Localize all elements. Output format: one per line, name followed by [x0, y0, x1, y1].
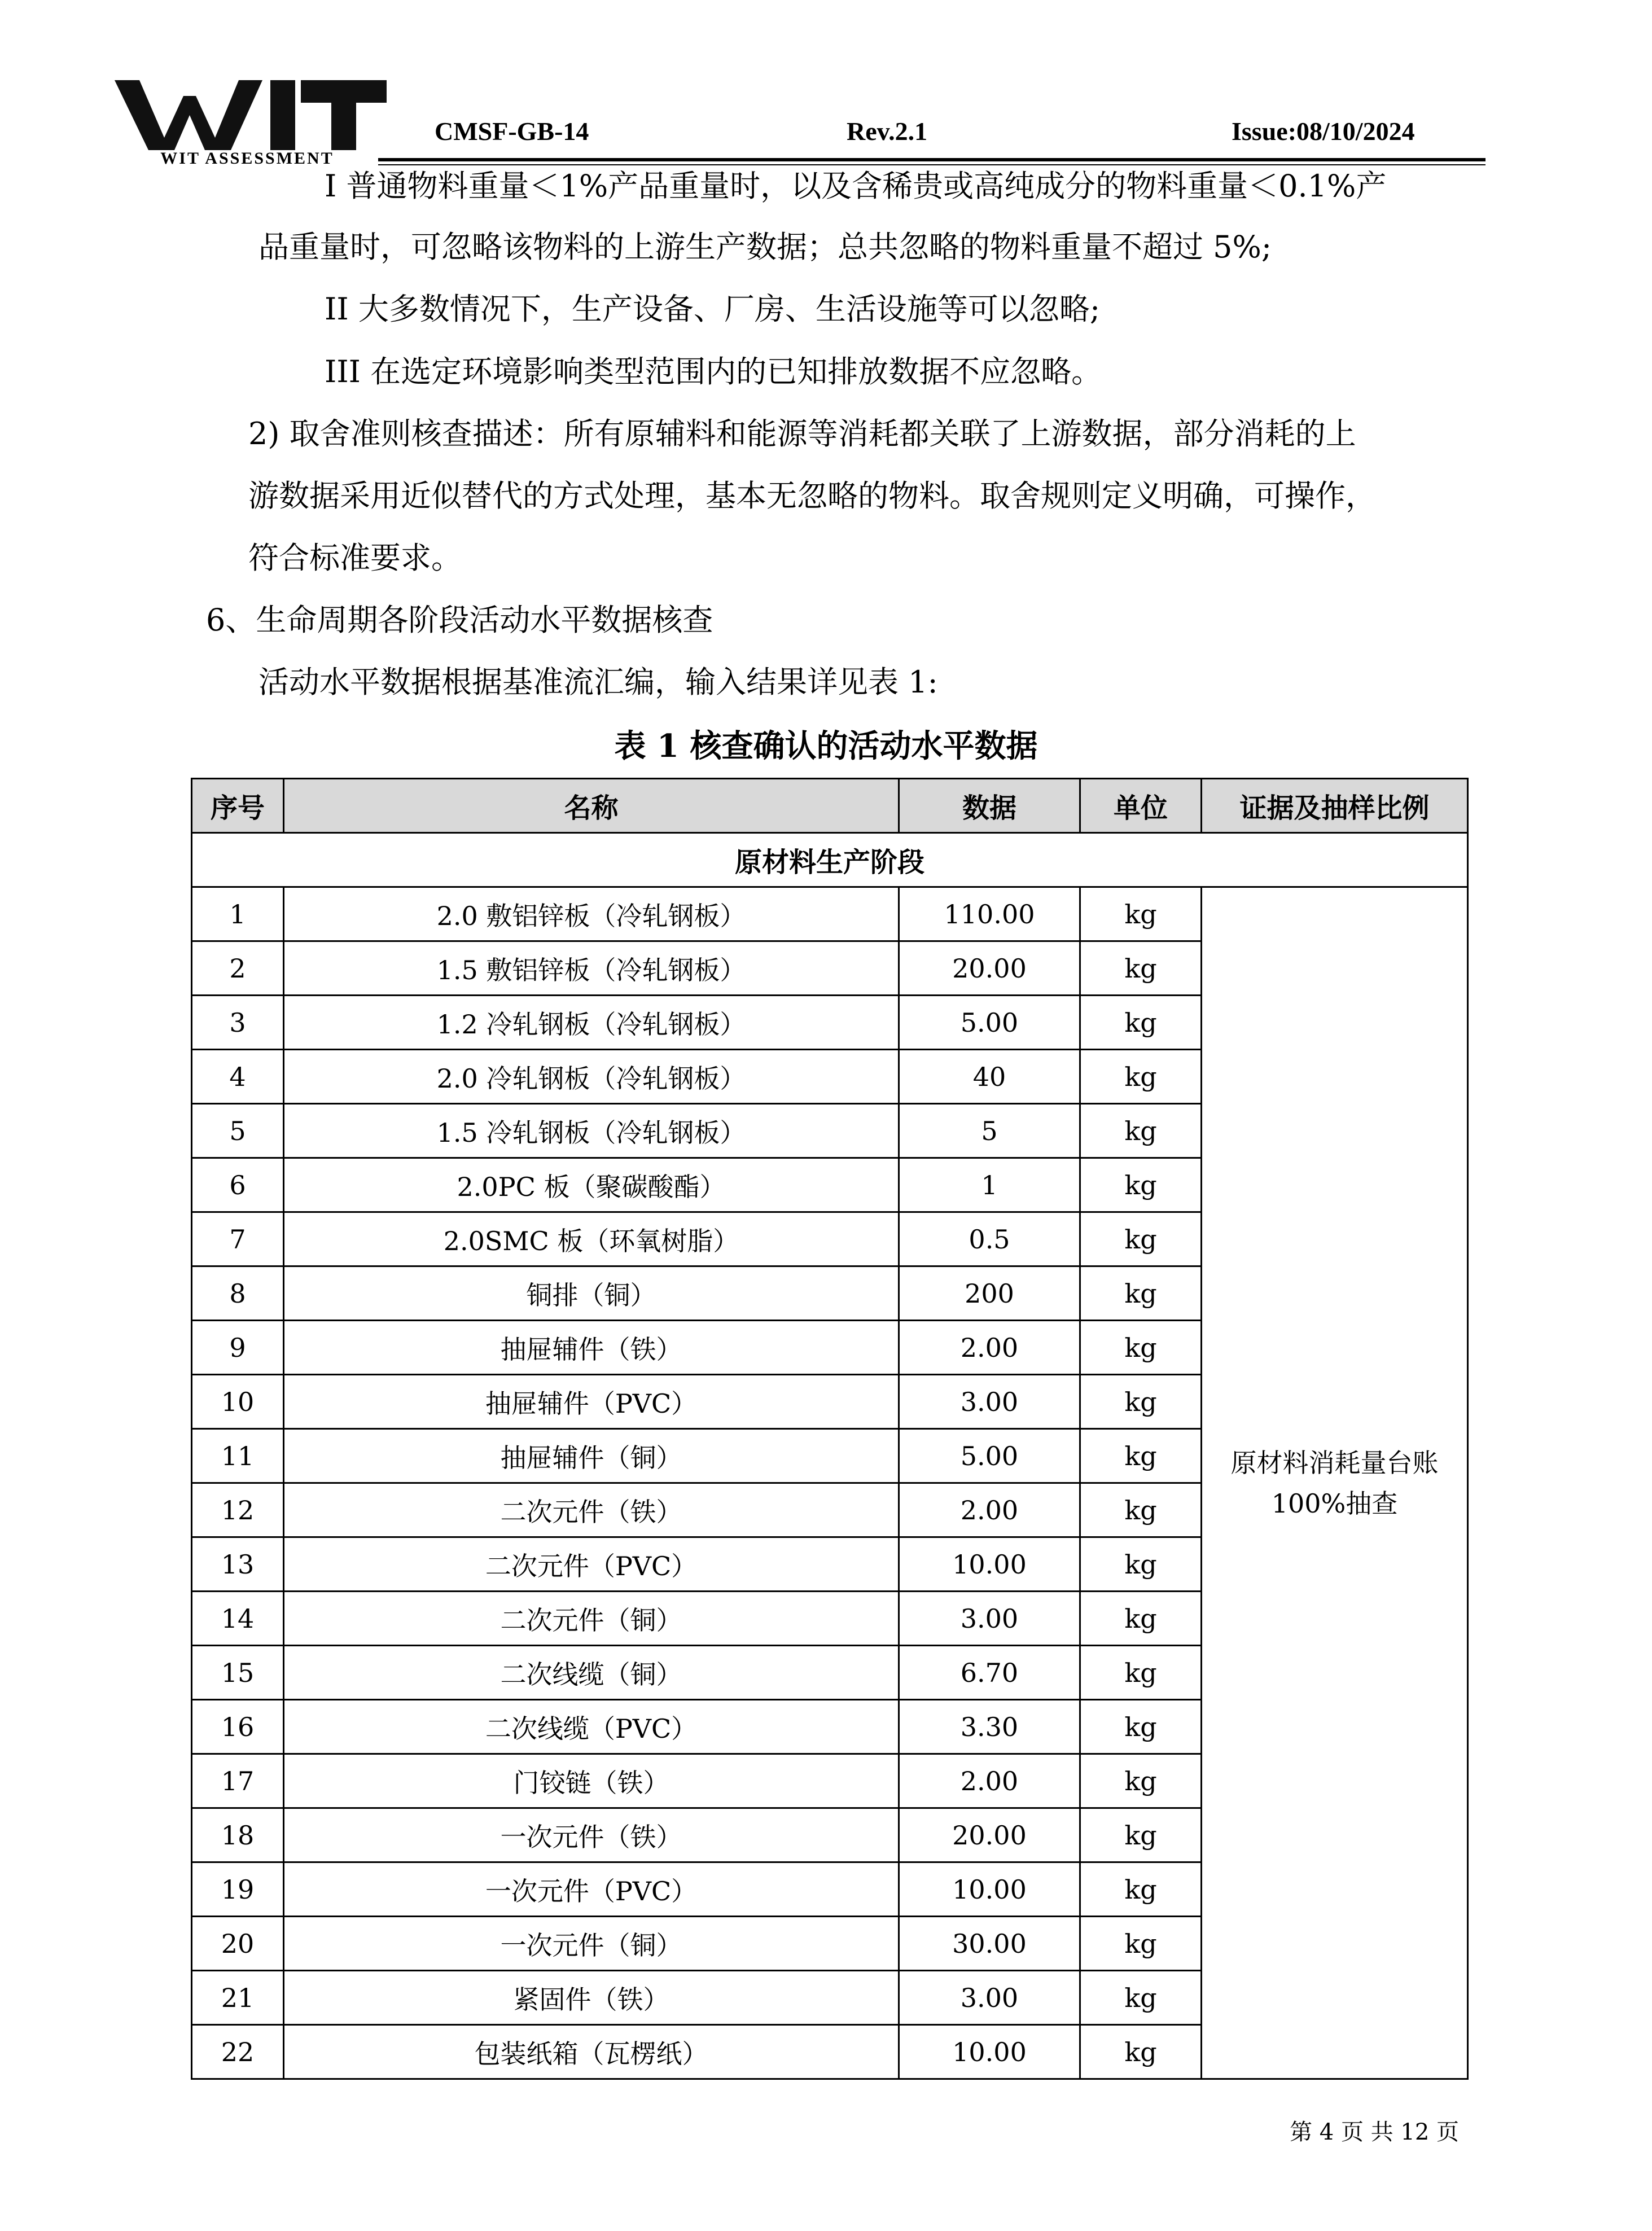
cell-index: 13	[192, 1537, 284, 1592]
cell-name: 2.0SMC 板（环氧树脂）	[284, 1212, 899, 1266]
cell-value: 30.00	[899, 1917, 1080, 1971]
cell-index: 1	[192, 887, 284, 941]
cell-name: 一次元件（PVC）	[284, 1862, 899, 1917]
table-title: 表 1 核查确认的活动水平数据	[614, 727, 1038, 765]
cell-index: 18	[192, 1808, 284, 1862]
cell-value: 10.00	[899, 1537, 1080, 1592]
cell-unit: kg	[1080, 1429, 1202, 1483]
cell-unit: kg	[1080, 1158, 1202, 1212]
cell-name: 二次线缆（PVC）	[284, 1700, 899, 1754]
cell-value: 3.00	[899, 1592, 1080, 1646]
cell-value: 0.5	[899, 1212, 1080, 1266]
cell-index: 9	[192, 1321, 284, 1375]
cell-name: 一次元件（铜）	[284, 1917, 899, 1971]
rule-item-3: III 在选定环境影响类型范围内的已知排放数据不应忽略。	[325, 354, 1102, 389]
cell-evidence: 原材料消耗量台账100%抽查	[1202, 887, 1468, 2079]
cell-index: 8	[192, 1266, 284, 1321]
cell-unit: kg	[1080, 887, 1202, 941]
cell-index: 20	[192, 1917, 284, 1971]
cell-name: 1.2 冷轧钢板（冷轧钢板）	[284, 996, 899, 1050]
cell-value: 2.00	[899, 1483, 1080, 1537]
cell-value: 3.00	[899, 1971, 1080, 2025]
cell-name: 抽屉辅件（铜）	[284, 1429, 899, 1483]
cell-value: 20.00	[899, 1808, 1080, 1862]
cell-index: 15	[192, 1646, 284, 1700]
document-code: CMSF-GB-14	[435, 117, 589, 146]
header-unit: 单位	[1080, 779, 1202, 833]
check-description-line-3: 符合标准要求。	[248, 540, 462, 576]
cell-name: 二次线缆（铜）	[284, 1646, 899, 1700]
cell-value: 10.00	[899, 2025, 1080, 2079]
cell-index: 10	[192, 1375, 284, 1429]
cell-unit: kg	[1080, 2025, 1202, 2079]
cell-index: 19	[192, 1862, 284, 1917]
cell-value: 3.00	[899, 1375, 1080, 1429]
cell-unit: kg	[1080, 1971, 1202, 2025]
header-rule-thick	[378, 158, 1486, 161]
header-rule-thin	[378, 164, 1486, 165]
cell-value: 3.30	[899, 1700, 1080, 1754]
cell-value: 10.00	[899, 1862, 1080, 1917]
activity-data-table	[191, 778, 1469, 2080]
cell-value: 2.00	[899, 1321, 1080, 1375]
rule-item-1-line-2: 品重量时，可忽略该物料的上游生产数据；总共忽略的物料重量不超过 5%;	[258, 229, 1272, 265]
cell-value: 200	[899, 1266, 1080, 1321]
section-intro: 活动水平数据根据基准流汇编，输入结果详见表 1:	[258, 664, 938, 700]
issue-date: Issue:08/10/2024	[1232, 117, 1415, 146]
cell-unit: kg	[1080, 1537, 1202, 1592]
cell-unit: kg	[1080, 1104, 1202, 1158]
stage-label: 原材料生产阶段	[192, 833, 1468, 887]
cell-value: 6.70	[899, 1646, 1080, 1700]
cell-name: 包装纸箱（瓦楞纸）	[284, 2025, 899, 2079]
cell-unit: kg	[1080, 1917, 1202, 1971]
rule-item-2: II 大多数情况下，生产设备、厂房、生活设施等可以忽略;	[325, 291, 1101, 327]
section-heading-6: 6、生命周期各阶段活动水平数据核查	[206, 602, 713, 638]
cell-unit: kg	[1080, 1700, 1202, 1754]
cell-name: 2.0 冷轧钢板（冷轧钢板）	[284, 1050, 899, 1104]
cell-name: 抽屉辅件（PVC）	[284, 1375, 899, 1429]
cell-index: 11	[192, 1429, 284, 1483]
cell-index: 2	[192, 941, 284, 996]
cell-name: 紧固件（铁）	[284, 1971, 899, 2025]
cell-unit: kg	[1080, 1754, 1202, 1808]
cell-name: 二次元件（铜）	[284, 1592, 899, 1646]
cell-name: 门铰链（铁）	[284, 1754, 899, 1808]
revision-number: Rev.2.1	[847, 117, 928, 146]
cell-index: 12	[192, 1483, 284, 1537]
cell-index: 3	[192, 996, 284, 1050]
check-description-line-2: 游数据采用近似替代的方式处理，基本无忽略的物料。取舍规则定义明确，可操作，	[248, 478, 1376, 514]
cell-name: 2.0PC 板（聚碳酸酯）	[284, 1158, 899, 1212]
table-row	[192, 887, 1468, 941]
logo-text: WIT ASSESSMENT	[160, 149, 334, 168]
cell-index: 17	[192, 1754, 284, 1808]
cell-unit: kg	[1080, 941, 1202, 996]
cell-index: 21	[192, 1971, 284, 2025]
cell-index: 4	[192, 1050, 284, 1104]
cell-name: 2.0 敷铝锌板（冷轧钢板）	[284, 887, 899, 941]
cell-unit: kg	[1080, 1808, 1202, 1862]
cell-name: 铜排（铜）	[284, 1266, 899, 1321]
cell-name: 1.5 敷铝锌板（冷轧钢板）	[284, 941, 899, 996]
stage-row	[192, 833, 1468, 887]
cell-value: 2.00	[899, 1754, 1080, 1808]
cell-name: 二次元件（PVC）	[284, 1537, 899, 1592]
page-number: 第 4 页 共 12 页	[1290, 2119, 1459, 2145]
cell-unit: kg	[1080, 1212, 1202, 1266]
cell-index: 6	[192, 1158, 284, 1212]
cell-index: 16	[192, 1700, 284, 1754]
header-evidence: 证据及抽样比例	[1202, 779, 1468, 833]
header-index: 序号	[192, 779, 284, 833]
wit-logo-icon	[115, 79, 387, 151]
cell-value: 5.00	[899, 996, 1080, 1050]
cell-unit: kg	[1080, 1483, 1202, 1537]
cell-value: 40	[899, 1050, 1080, 1104]
cell-name: 抽屉辅件（铁）	[284, 1321, 899, 1375]
cell-unit: kg	[1080, 1375, 1202, 1429]
cell-value: 1	[899, 1158, 1080, 1212]
cell-unit: kg	[1080, 996, 1202, 1050]
cell-name: 二次元件（铁）	[284, 1483, 899, 1537]
cell-name: 1.5 冷轧钢板（冷轧钢板）	[284, 1104, 899, 1158]
cell-index: 22	[192, 2025, 284, 2079]
cell-value: 20.00	[899, 941, 1080, 996]
cell-value: 110.00	[899, 887, 1080, 941]
cell-unit: kg	[1080, 1050, 1202, 1104]
cell-value: 5.00	[899, 1429, 1080, 1483]
cell-index: 5	[192, 1104, 284, 1158]
cell-unit: kg	[1080, 1266, 1202, 1321]
cell-unit: kg	[1080, 1321, 1202, 1375]
cell-name: 一次元件（铁）	[284, 1808, 899, 1862]
cell-unit: kg	[1080, 1862, 1202, 1917]
table-header-row	[192, 779, 1468, 833]
header-name: 名称	[284, 779, 899, 833]
cell-index: 7	[192, 1212, 284, 1266]
cell-index: 14	[192, 1592, 284, 1646]
cell-value: 5	[899, 1104, 1080, 1158]
check-description-line-1: 2) 取舍准则核查描述：所有原辅料和能源等消耗都关联了上游数据，部分消耗的上	[248, 416, 1356, 452]
rule-item-1-line-1: I 普通物料重量＜1%产品重量时，以及含稀贵或高纯成分的物料重量＜0.1%产	[325, 168, 1387, 204]
header-value: 数据	[899, 779, 1080, 833]
cell-unit: kg	[1080, 1646, 1202, 1700]
cell-unit: kg	[1080, 1592, 1202, 1646]
